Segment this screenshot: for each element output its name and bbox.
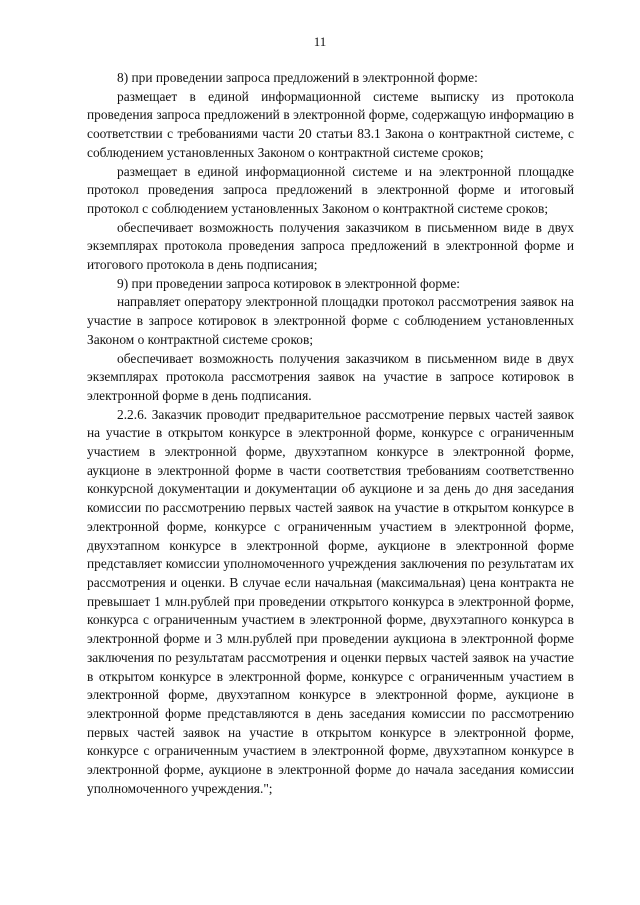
paragraph: направляет оператору электронной площадки протокол рассмотрения заявок на участие в запросе котировок в электронной форме с соблюдением установленных Законом о контрактной системе сроков;	[87, 294, 574, 347]
paragraph: размещает в единой информационной системе выписку из протокола проведения запроса предложений в электронной форме, содержащую информацию в соответствии с требованиями части 20 статьи 83.1 Закона о контрактной системе, с соблюдением установленных Законом о контрактной системе сроков;	[87, 88, 574, 160]
paragraph: размещает в единой информационной системе и на электронной площадке протокол проведения запроса предложений в электронной форме и итоговый протокол с соблюдением установленных Законом о контрактной системе сроков;	[87, 163, 574, 216]
paragraph: 2.2.6. Заказчик проводит предварительное рассмотрение первых частей заявок на участие в открытом конкурсе в электронной форме, конкурсе с ограниченным участием в электронной форме, двухэтапном конкурсе в электронной форме, аукционе в электронной форме в части соответствия требованиям соответственно конкурсной документации и документации об аукционе и за день до дня заседания комиссии по рассмотрению первых частей заявок на участие в открытом конкурсе в электронной форме, конкурсе с ограниченным участием в электронной форме, двухэтапном конкурсе в электронной форме, аукционе в электронной форме представляет комиссии уполномоченного учреждения заключения по результатам их рассмотрения и оценки. В случае если начальная (максимальная) цена контракта не превышает 1 млн.рублей при проведении открытого конкурса в электронной форме, конкурса с ограниченным участием в электронной форме, двухэтапного конкурса в электронной форме и 3 млн.рублей при проведении аукциона в электронной форме заключения по результатам рассмотрения и оценки первых частей заявок на участие в открытом конкурсе в электронной форме, конкурсе с ограниченным участием в электронной форме, двухэтапном конкурсе в электронной форме, аукционе в электронной форме представляются в день заседания комиссии по рассмотрению первых частей заявок на участие в открытом конкурсе в электронной форме, конкурсе с ограниченным участием в электронной форме, двухэтапном конкурсе в электронной форме, аукционе в электронной форме до начала заседания комиссии уполномоченного учреждения.";	[87, 406, 574, 796]
paragraph: обеспечивает возможность получения заказчиком в письменном виде в двух экземплярах протокола рассмотрения заявок на участие в запросе котировок в электронной форме в день подписания.	[87, 350, 574, 403]
paragraph: обеспечивает возможность получения заказчиком в письменном виде в двух экземплярах протокола проведения запроса предложений в электронной форме и итогового протокола в день подписания;	[87, 219, 574, 273]
body-text	[87, 69, 574, 798]
paragraph: 9) при проведении запроса котировок в электронной форме:	[117, 275, 461, 291]
page-number: 11	[313, 34, 327, 49]
paragraph: 8) при проведении запроса предложений в электронной форме:	[117, 70, 478, 85]
